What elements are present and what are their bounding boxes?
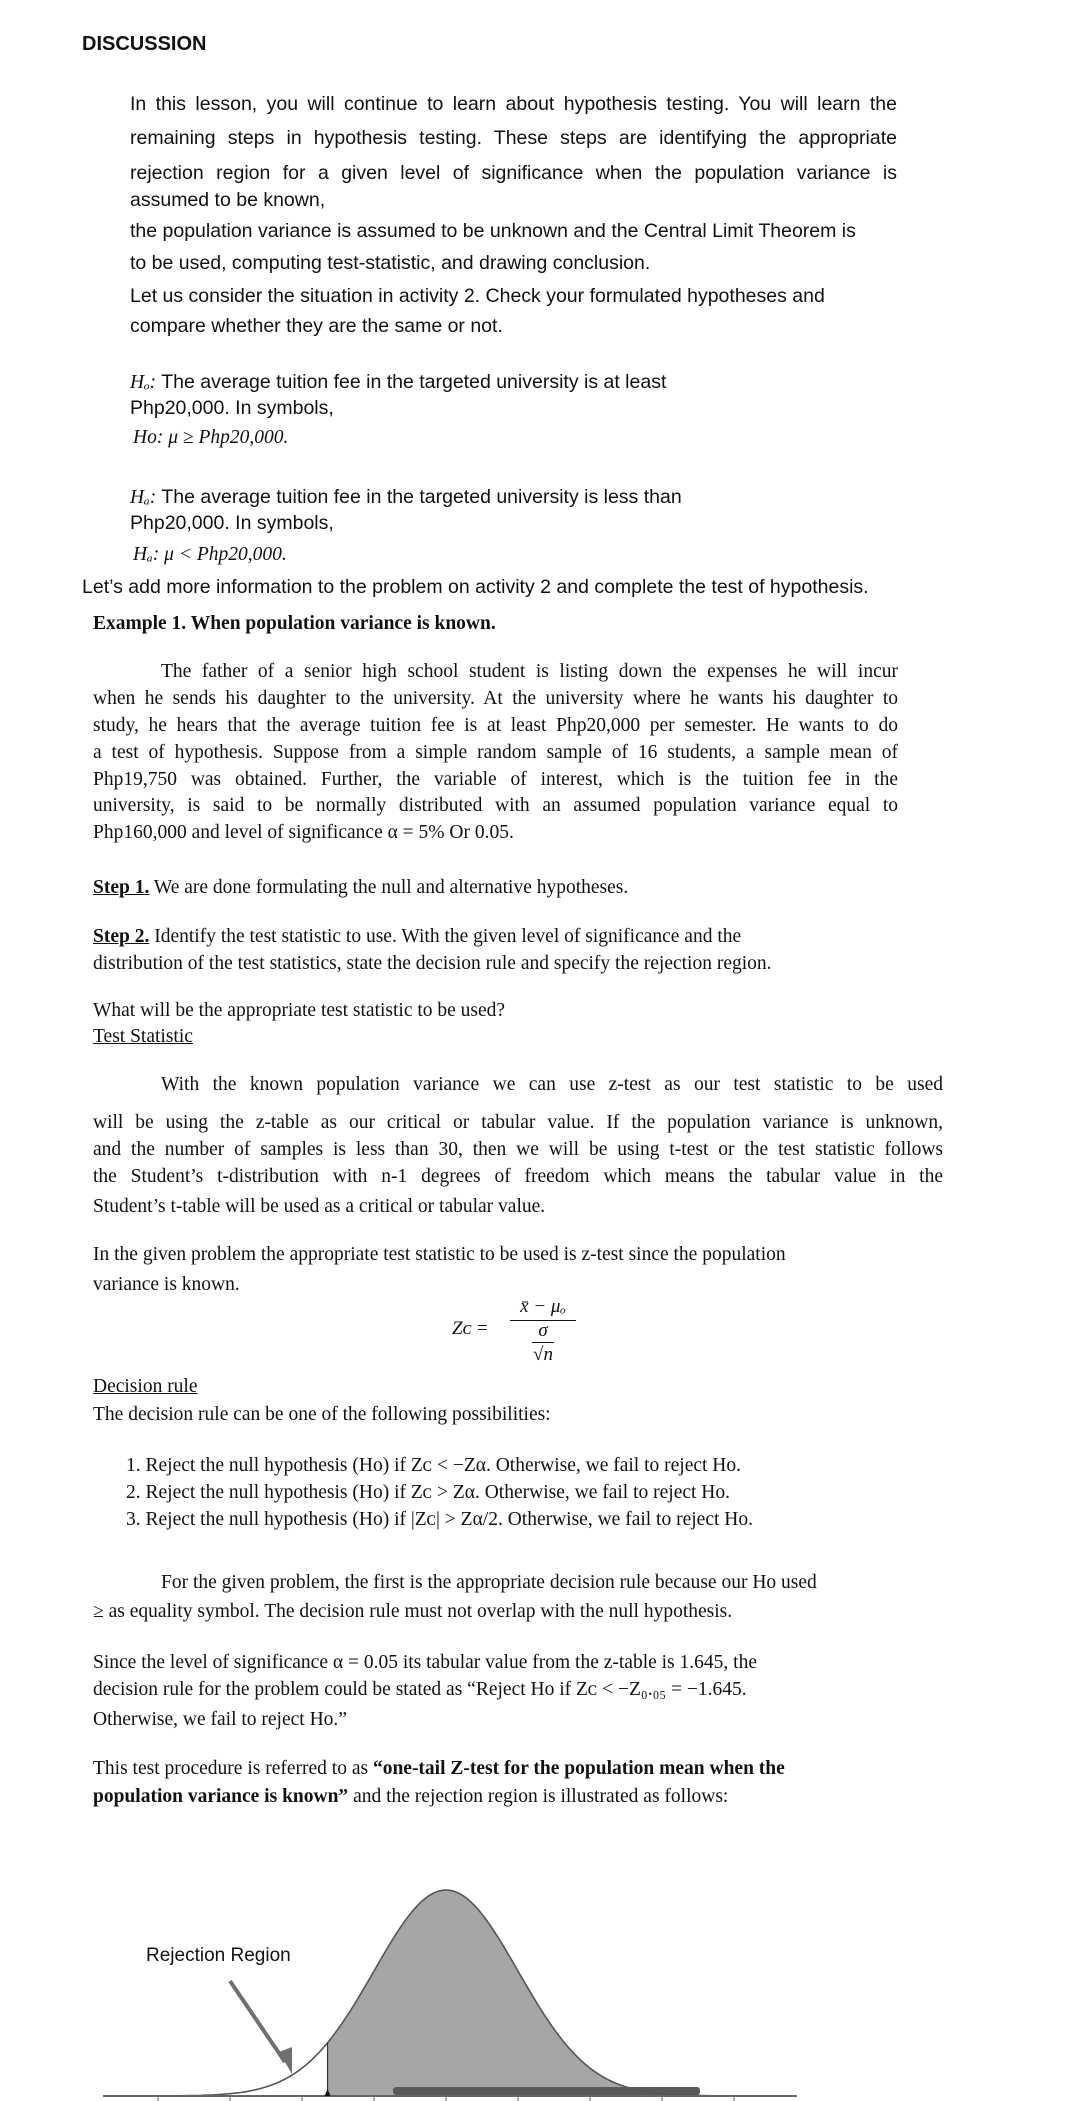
null-hypothesis-label: Hₒ: (130, 372, 157, 393)
alt-hypothesis-symbolic: Hₐ: μ < Php20,000. (133, 544, 287, 565)
paragraph-line: The father of a senior high school student is listing down the expenses he will incur (161, 661, 898, 682)
formula-lhs: Zᴄ = (452, 1318, 489, 1339)
formula-numerator: x̄ − μₒ (520, 1296, 566, 1317)
paragraph-line: Otherwise, we fail to reject Ho.” (93, 1709, 347, 1730)
alt-hypothesis-text: The average tuition fee in the targeted university is less than (161, 486, 682, 508)
formula-sqrt-n: √n (533, 1344, 553, 1365)
null-hypothesis-line-2: Php20,000. In symbols, (130, 397, 334, 419)
paragraph-line: study, he hears that the average tuition fee is at least Php20,000 per semester. He wants to do (93, 715, 898, 736)
paragraph-line: Since the level of significance α = 0.05 its tabular value from the z-table is 1.645, the (93, 1652, 757, 1673)
alt-hypothesis-label: Hₐ: (130, 487, 157, 508)
paragraph-line: to be used, computing test-statistic, and drawing conclusion. (130, 252, 651, 274)
paragraph-line: For the given problem, the first is the appropriate decision rule because our Ho used (161, 1572, 817, 1593)
paragraph-line: remaining steps in hypothesis testing. These steps are identifying the appropriate (130, 127, 897, 149)
arrow-shaft (230, 1981, 285, 2062)
section-heading: DISCUSSION (82, 33, 207, 55)
paragraph-line: Php19,750 was obtained. Further, the variable of interest, which is the tuition fee in the (93, 769, 898, 790)
paragraph-line: the Student’s t-distribution with n-1 degrees of freedom which means the tabular value in the (93, 1166, 943, 1187)
paragraph-line: compare whether they are the same or not. (130, 315, 503, 337)
paragraph-line: assumed to be known, (130, 189, 326, 211)
paragraph-line: will be using the z-table as our critical or tabular value. If the population variance is unknown, (93, 1112, 943, 1133)
paragraph-line: Student’s t-table will be used as a critical or tabular value. (93, 1196, 546, 1217)
paragraph-line: In this lesson, you will continue to learn about hypothesis testing. You will learn the (130, 93, 897, 115)
paragraph-line: a test of hypothesis. Suppose from a simple random sample of 16 students, a sample mean of (93, 742, 898, 763)
null-hypothesis-line-1 (130, 371, 666, 394)
decision-rule-item: 3. Reject the null hypothesis (Ho) if |Zᴄ| > Zα/2. Otherwise, we fail to reject Ho. (126, 1509, 753, 1530)
paragraph-line: and the number of samples is less than 30, then we will be using t-test or the test statistic follows (93, 1139, 943, 1160)
paragraph-line: the population variance is assumed to be unknown and the Central Limit Theorem is (130, 220, 856, 242)
paragraph-line: decision rule for the problem could be stated as “Reject Ho if Zᴄ < −Z₀.₀₅ = −1.645. (93, 1679, 747, 1700)
transition-text: Let’s add more information to the problem on activity 2 and complete the test of hypothesis. (82, 576, 869, 598)
arrow-head-icon (279, 2047, 292, 2074)
paragraph-line: variance is known. (93, 1274, 240, 1295)
paragraph-line: Php160,000 and level of significance α = 5% Or 0.05. (93, 822, 514, 843)
step-1 (93, 877, 628, 899)
question-text: What will be the appropriate test statistic to be used? (93, 1000, 506, 1021)
paragraph-line: ≥ as equality symbol. The decision rule must not overlap with the null hypothesis. (93, 1601, 733, 1622)
procedure-post: and the rejection region is illustrated as follows: (348, 1786, 729, 1807)
acceptance-region-fill (328, 1890, 770, 2096)
procedure-line-1 (93, 1758, 785, 1780)
paragraph-line: when he sends his daughter to the university. At the university where he wants his daughter to (93, 688, 898, 709)
paragraph-line: university, is said to be normally distributed with an assumed population variance equal to (93, 795, 898, 816)
z-formula (452, 1296, 592, 1376)
step-2-line-2: distribution of the test statistics, state the decision rule and specify the rejection region. (93, 953, 772, 974)
paragraph-line: With the known population variance we can use z-test as our test statistic to be used (161, 1074, 943, 1095)
fraction-bar (532, 1342, 554, 1343)
null-hypothesis-symbolic: Ho: μ ≥ Php20,000. (133, 427, 289, 448)
procedure-pre: This test procedure is referred to as (93, 1758, 373, 1779)
rejection-region-label: Rejection Region (146, 1945, 291, 1966)
test-statistic-heading: Test Statistic (93, 1026, 193, 1047)
procedure-bold-1: “one-tail Z-test for the population mean when the (372, 1758, 785, 1779)
step-2-text: Identify the test statistic to use. With the given level of significance and the (149, 926, 742, 947)
decision-rule-item: 2. Reject the null hypothesis (Ho) if Zᴄ > Zα. Otherwise, we fail to reject Ho. (126, 1482, 731, 1503)
null-hypothesis-text: The average tuition fee in the targeted university is at least (161, 371, 667, 393)
decision-rule-intro: The decision rule can be one of the following possibilities: (93, 1404, 551, 1425)
step-1-label: Step 1. (93, 877, 150, 898)
procedure-bold-2: population variance is known” (93, 1786, 349, 1807)
formula-sigma: σ (538, 1320, 548, 1341)
horizontal-bar (393, 2087, 700, 2095)
paragraph-line: In the given problem the appropriate test statistic to be used is z-test since the population (93, 1244, 786, 1265)
paragraph-line: Let us consider the situation in activity 2. Check your formulated hypotheses and (130, 285, 825, 307)
example-title: Example 1. When population variance is known. (93, 613, 496, 634)
alt-hypothesis-line-2: Php20,000. In symbols, (130, 512, 334, 534)
alt-hypothesis-line-1 (130, 486, 682, 509)
decision-rule-item: 1. Reject the null hypothesis (Ho) if Zᴄ < −Zα. Otherwise, we fail to reject Ho. (126, 1455, 742, 1476)
step-2 (93, 926, 741, 948)
decision-rule-heading: Decision rule (93, 1376, 198, 1397)
step-2-label: Step 2. (93, 926, 150, 947)
paragraph-line: rejection region for a given level of significance when the population variance is (130, 162, 897, 184)
rejection-region-chart (0, 1800, 1080, 2101)
step-1-text: We are done formulating the null and alternative hypotheses. (149, 877, 629, 898)
